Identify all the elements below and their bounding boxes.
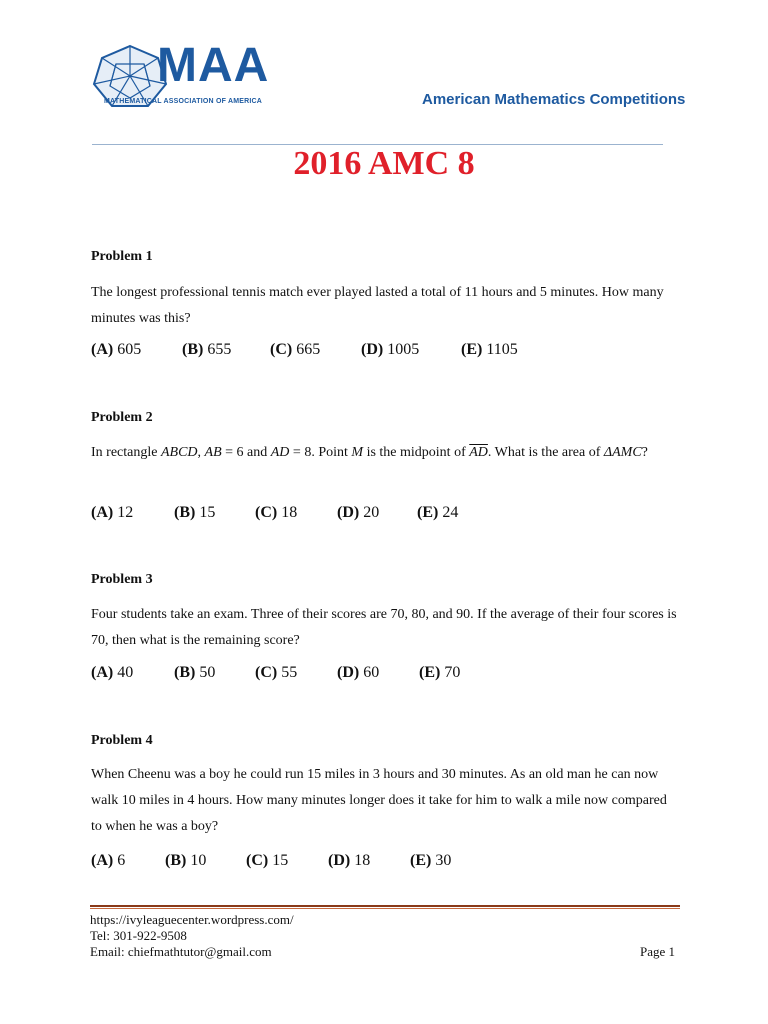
logo-text: MAA (157, 39, 270, 92)
choice-c: (C) 665 (270, 341, 321, 358)
footer-email: Email: chiefmathtutor@gmail.com (90, 944, 272, 959)
problem-1-text: The longest professional tennis match ever played lasted a total of 11 hours and 5 minutes. How many minutes was this? (91, 285, 664, 326)
logo-subtitle: MATHEMATICAL ASSOCIATION OF AMERICA (104, 98, 263, 105)
problem-4-text: When Cheenu was a boy he could run 15 miles in 3 hours and 30 minutes. As an old man he can now walk 10 miles in 4 hours. How many minutes longer does it take for him to walk a mile now compared to when he was a boy? (91, 767, 667, 834)
choice-d: (D) 1005 (361, 341, 420, 358)
page-number: Page 1 (640, 944, 676, 959)
problem-3-text: Four students take an exam. Three of their scores are 70, 80, and 90. If the average of their four scores is 70, then what is the remaining score? (91, 607, 677, 648)
footer-divider-thin (90, 908, 680, 909)
choice-a: (A) 6 (91, 852, 126, 869)
choice-d: (D) 18 (328, 852, 371, 869)
problem-2-title: Problem 2 (91, 410, 153, 425)
choice-a: (A) 40 (91, 664, 134, 681)
problem-1-choices (91, 341, 518, 359)
choice-e: (E) 1105 (461, 341, 518, 358)
choice-a: (A) 605 (91, 341, 142, 358)
choice-b: (B) 50 (174, 664, 216, 681)
problem-4-choices (91, 852, 451, 870)
problem-2-choices (91, 504, 458, 522)
page-title: 2016 AMC 8 (293, 145, 475, 182)
choice-c: (C) 18 (255, 504, 298, 521)
choice-d: (D) 60 (337, 664, 380, 681)
choice-e: (E) 70 (419, 664, 461, 681)
problem-2-text: In rectangle ABCD, AB = 6 and AD = 8. Point M is the midpoint of $\overline{AD}$. What is the area of ΔAMC? (91, 445, 648, 460)
choice-d: (D) 20 (337, 504, 380, 521)
choice-e: (E) 30 (410, 852, 452, 869)
choice-b: (B) 655 (182, 341, 232, 358)
footer-phone: Tel: 301-922-9508 (90, 928, 187, 943)
footer-divider (90, 905, 680, 907)
problem-3-title: Problem 3 (91, 572, 153, 587)
choice-c: (C) 55 (255, 664, 298, 681)
problem-4-title: Problem 4 (91, 733, 153, 748)
org-name: American Mathematics Competitions (422, 91, 686, 108)
choice-e: (E) 24 (417, 504, 459, 521)
choice-b: (B) 15 (174, 504, 216, 521)
problem-3-choices (91, 664, 460, 682)
footer-website-link[interactable]: https://ivyleaguecenter.wordpress.com/ (90, 912, 294, 927)
choice-b: (B) 10 (165, 852, 207, 869)
choice-c: (C) 15 (246, 852, 289, 869)
choice-a: (A) 12 (91, 504, 134, 521)
problem-1-title: Problem 1 (91, 249, 153, 264)
